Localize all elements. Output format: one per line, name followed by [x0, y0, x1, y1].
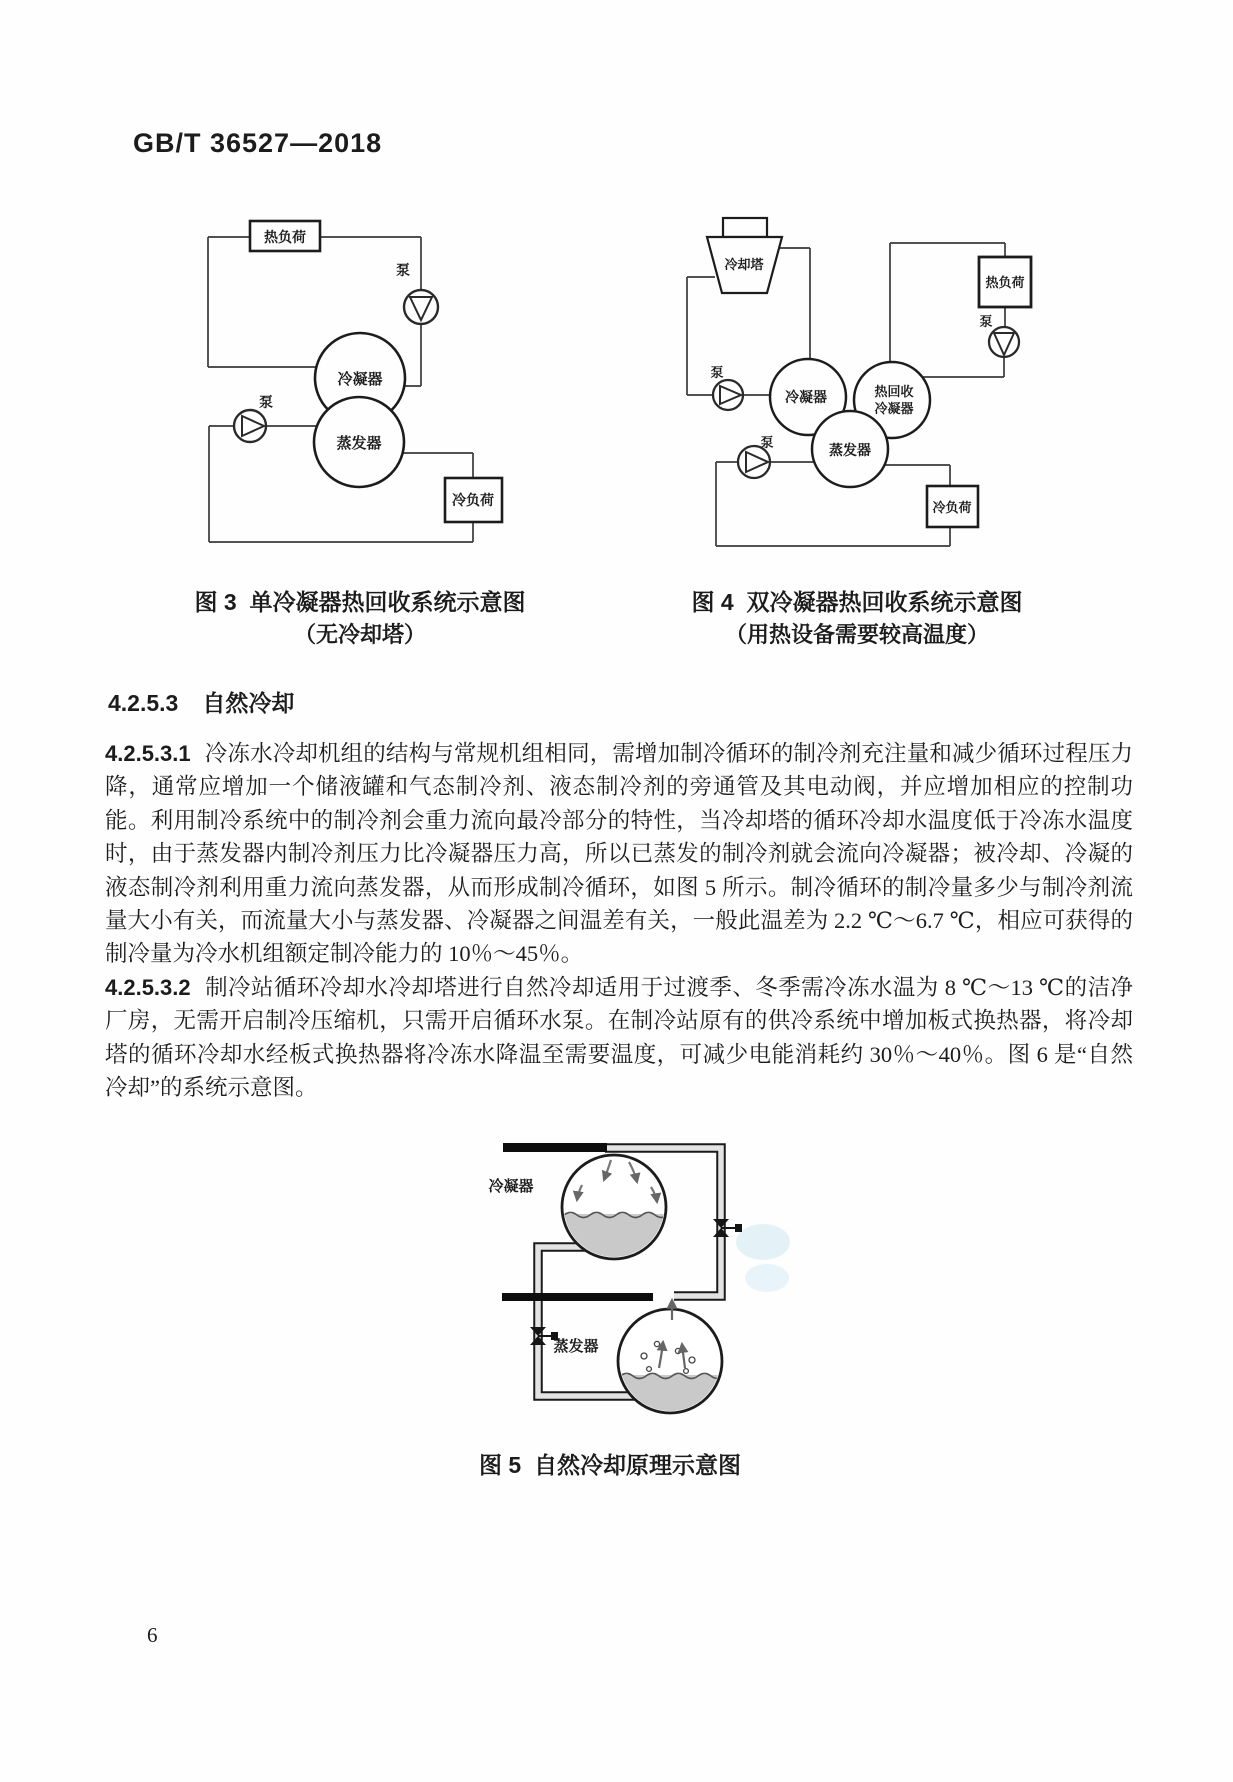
paragraph — [105, 737, 1133, 971]
evaporator-label: 蒸发器 — [829, 444, 871, 459]
clause-text: 冷冻水冷却机组的结构与常规机组相同，需增加制冷循环的制冷剂充注量和减少循环过程压力降，通常应增加一个储液罐和气态制冷剂、液态制冷剂的旁通管及其电动阀，并应增加相应的控制功能。利用制冷系统中的制冷剂会重力流向最冷部分的特性，当冷却塔的循环冷却水温度低于冷冻水温度时，由于蒸发器内制冷剂压力比冷凝器压力高，所以已蒸发的制冷剂就会流向冷凝器；被冷却、冷凝的液态制冷剂利用重力流向蒸发器，从而形成制冷循环，如图 5 所示。制冷循环的制冷量多少与制冷剂流量大小有关，而流量大小与蒸发器、冷凝器之间温差有关，一般此温差为 2.2 ℃～6.7 ℃，相应可获得的制冷量为冷水机组额定制冷能力的 10％～45％。 — [105, 741, 1133, 967]
scan-artifact — [736, 1224, 790, 1260]
pump-label: 泵 — [760, 435, 774, 450]
evaporator-label: 蒸发器 — [553, 1339, 599, 1355]
fig3-single-condenser-diagram — [150, 185, 570, 570]
pump-icon — [989, 327, 1019, 357]
hr-condenser-label: 冷凝器 — [874, 401, 914, 416]
heat-load-label: 热负荷 — [264, 231, 306, 246]
heat-load-label: 热负荷 — [985, 275, 1025, 290]
condenser-label: 冷凝器 — [337, 372, 383, 388]
clause-text: 制冷站循环冷却水冷却塔进行自然冷却适用于过渡季、冬季需冷冻水温为 8 ℃～13 ℃的洁净厂房，无需开启制冷压缩机，只需开启循环水泵。在制冷站原有的供冷系统中增加板式换热器，将冷却塔的循环冷却水经板式换热器将冷冻水降温至需要温度，可减少电能消耗约 30％～40％。图 6 是“自然冷却”的系统示意图。 — [105, 974, 1133, 1101]
condenser-label: 冷凝器 — [785, 391, 827, 406]
cooling-tower-label: 冷却塔 — [724, 257, 764, 272]
pump-label: 泵 — [710, 365, 724, 380]
pump-label: 泵 — [396, 264, 410, 279]
pump-label: 泵 — [979, 314, 993, 329]
fig3-subcaption: （无冷却塔） — [293, 622, 426, 647]
fig3-caption: 图 3 单冷凝器热回收系统示意图 — [194, 589, 526, 615]
condenser-label: 冷凝器 — [488, 1179, 534, 1195]
section-heading — [108, 685, 294, 718]
hr-condenser-label: 热回收 — [874, 384, 914, 399]
pump-icon — [404, 290, 438, 324]
evaporator-vessel — [618, 1300, 724, 1415]
clause-number: 4.2.5.3.2 — [105, 974, 191, 1000]
section-title: 自然冷却 — [202, 690, 295, 716]
cold-load-label: 冷负荷 — [932, 500, 972, 515]
header-pipe-bar — [503, 1143, 607, 1152]
pump-icon — [234, 410, 266, 442]
scan-artifact — [745, 1264, 789, 1292]
header-pipe-bar — [502, 1293, 653, 1301]
pump-label: 泵 — [259, 396, 273, 411]
condenser-vessel — [562, 1155, 668, 1262]
pump-icon — [738, 446, 770, 478]
clause-number: 4.2.5.3.1 — [105, 741, 191, 766]
body-text — [105, 737, 1133, 1104]
standard-number: GB/T 36527—2018 — [133, 128, 383, 158]
fig4-dual-condenser-diagram — [620, 185, 1100, 575]
cooling-tower-icon — [707, 218, 782, 293]
evaporator-label: 蒸发器 — [336, 436, 382, 452]
pump-icon — [713, 380, 743, 410]
section-number: 4.2.5.3 — [108, 690, 179, 716]
fig4-caption: 图 4 双冷凝器热回收系统示意图 — [691, 589, 1023, 615]
fig4-subcaption: （用热设备需要较高温度） — [724, 622, 989, 647]
cold-load-label: 冷负荷 — [452, 494, 494, 509]
page-number: 6 — [147, 1623, 158, 1647]
paragraph — [105, 971, 1133, 1105]
fig5-caption: 图 5 自然冷却原理示意图 — [479, 1452, 741, 1478]
fig5-natural-cooling-diagram — [430, 1130, 790, 1420]
